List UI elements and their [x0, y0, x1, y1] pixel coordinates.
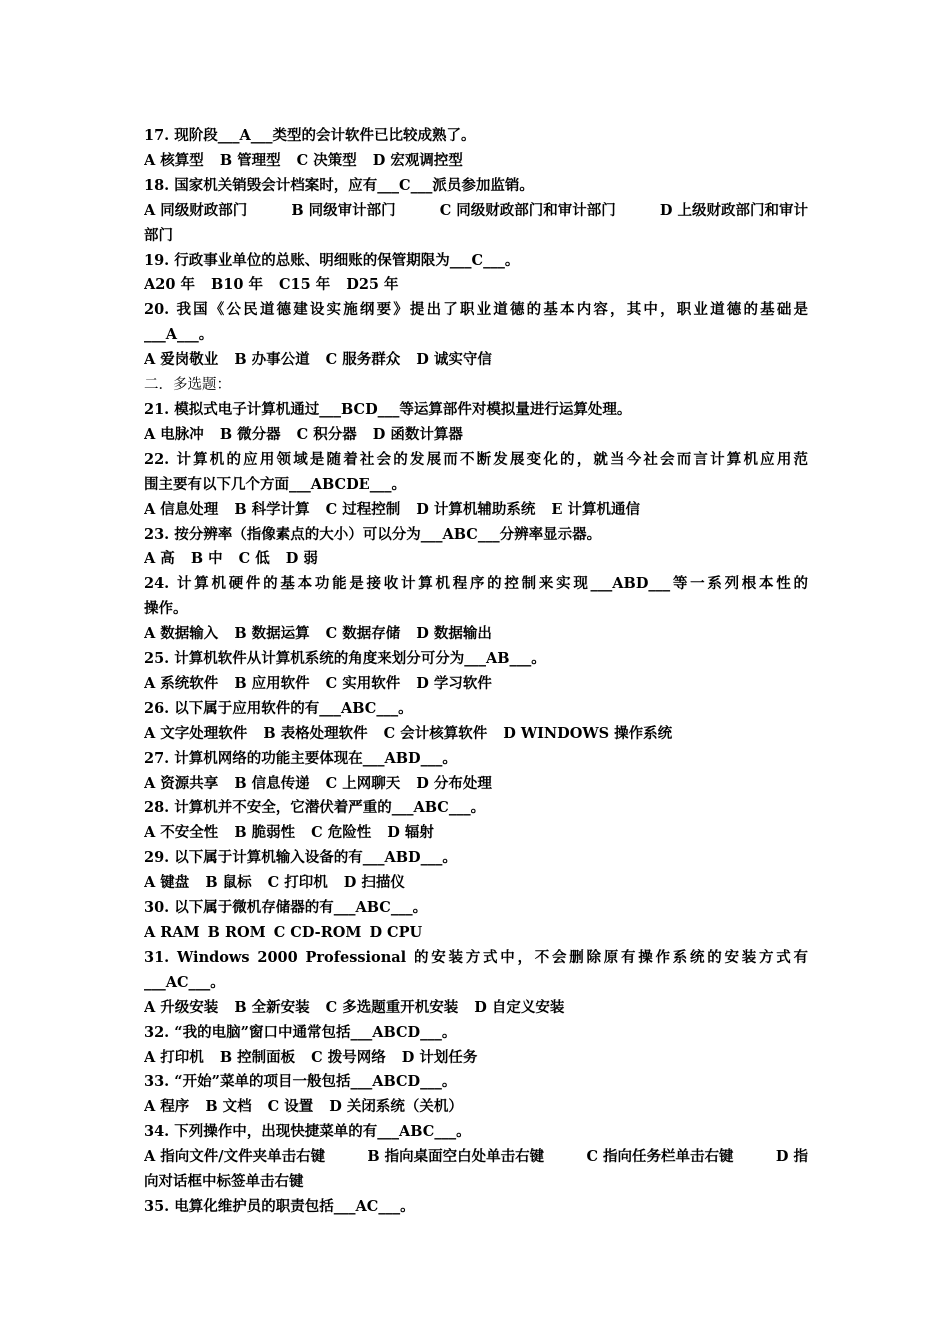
option: C 过程控制 — [325, 500, 401, 518]
option: C 决策型 — [296, 151, 357, 169]
option: D 指 — [775, 1148, 808, 1166]
option: D 函数计算器 — [372, 425, 463, 443]
option: B 控制面板 — [219, 1048, 296, 1066]
option: B 数据运算 — [234, 625, 310, 643]
question-33-options — [144, 1095, 808, 1120]
question-27: 27. 计算机网络的功能主要体现在___ABD___。 — [144, 749, 457, 767]
question-34-options-continued: 向对话框中标签单击右键 — [144, 1173, 304, 1191]
option: B 表格处理软件 — [263, 724, 368, 742]
option: A 高 — [144, 550, 175, 568]
option: A 同级财政部门 — [144, 201, 248, 219]
option: B 科学计算 — [234, 500, 310, 518]
question-32-options — [144, 1046, 808, 1071]
document-page — [144, 124, 808, 1220]
question-18-options — [144, 199, 808, 224]
question-17: 17. 现阶段___A___类型的会计软件已比较成熟了。 — [144, 127, 476, 144]
question-22: 22. 计算机的应用领域是随着社会的发展而不断发展变化的，就当今社会而言计算机应用范 — [144, 450, 808, 468]
option: A 电脉冲 — [144, 425, 204, 443]
question-25: 25. 计算机软件从计算机系统的角度来划分可分为___AB___。 — [144, 650, 546, 668]
option: D 扫描仪 — [343, 874, 405, 892]
question-23-options — [144, 547, 808, 572]
option: B 管理型 — [219, 151, 281, 169]
option: C 拨号网络 — [311, 1048, 386, 1066]
question-22-options — [144, 498, 808, 523]
option: C 会计核算软件 — [383, 724, 488, 742]
option: C 指向任务栏单击右键 — [586, 1148, 734, 1166]
question-20-continued: ___A___。 — [144, 326, 214, 344]
option: A 不安全性 — [144, 824, 219, 842]
option: B 指向桌面空白处单击右键 — [367, 1148, 545, 1166]
option: A 打印机 — [144, 1048, 204, 1066]
option: B 文档 — [205, 1098, 252, 1116]
option: B 全新安装 — [234, 998, 310, 1016]
option: C 低 — [238, 550, 270, 568]
section-heading-multiple-choice: 二．多选题： — [144, 377, 231, 394]
option: E 计算机通信 — [551, 500, 640, 518]
question-19-options — [144, 273, 808, 298]
option: B 办事公道 — [234, 351, 310, 369]
option: B 微分器 — [219, 425, 281, 443]
option: C 设置 — [267, 1098, 314, 1116]
question-35: 35. 电算化维护员的职责包括___AC___。 — [144, 1197, 415, 1215]
option: B ROM — [207, 924, 266, 941]
option: D 计算机辅助系统 — [416, 500, 536, 518]
option: D 关闭系统（关机） — [329, 1098, 463, 1116]
option: C CD-ROM — [273, 924, 362, 941]
option: A 文字处理软件 — [144, 724, 248, 742]
question-33: 33. “开始”菜单的项目一般包括___ABCD___。 — [144, 1073, 457, 1091]
option: D25 年 — [346, 276, 399, 294]
question-23: 23. 按分辨率（指像素点的大小）可以分为___ABC___分辨率显示器。 — [144, 525, 602, 543]
question-34-options — [144, 1145, 808, 1170]
option: A 信息处理 — [144, 500, 219, 518]
option: D 数据输出 — [416, 625, 492, 643]
option: D 学习软件 — [416, 674, 492, 692]
option: C 积分器 — [296, 425, 357, 443]
option: A 指向文件/文件夹单击右键 — [144, 1148, 326, 1166]
question-29-options — [144, 871, 808, 896]
option: C15 年 — [278, 276, 331, 294]
option: A 升级安装 — [144, 998, 219, 1016]
question-17-options — [144, 149, 808, 174]
option: A 资源共享 — [144, 774, 219, 792]
option: C 数据存储 — [325, 625, 401, 643]
question-28-options — [144, 821, 808, 846]
option: C 同级财政部门和审计部门 — [439, 201, 616, 219]
question-21-options — [144, 423, 808, 448]
option: D 诚实守信 — [416, 351, 492, 369]
question-20-options — [144, 348, 808, 373]
question-24-options — [144, 622, 808, 647]
question-24-continued: 操作。 — [144, 600, 188, 618]
option: A 系统软件 — [144, 674, 219, 692]
option: B 中 — [190, 550, 223, 568]
question-28: 28. 计算机并不安全，它潜伏着严重的___ABC___。 — [144, 799, 486, 817]
option: D WINDOWS 操作系统 — [503, 724, 673, 742]
question-18: 18. 国家机关销毁会计档案时，应有___C___派员参加监销。 — [144, 176, 534, 194]
option: A 程序 — [144, 1098, 190, 1116]
option: C 多选题重开机安装 — [325, 998, 459, 1016]
question-31-continued: ___AC___。 — [144, 973, 225, 991]
option: A RAM — [144, 924, 200, 941]
option: A 数据输入 — [144, 625, 219, 643]
question-27-options — [144, 772, 808, 797]
question-21: 21. 模拟式电子计算机通过___BCD___等运算部件对模拟量进行运算处理。 — [144, 400, 632, 418]
question-29: 29. 以下属于计算机输入设备的有___ABD___。 — [144, 849, 457, 867]
option: B10 年 — [210, 276, 263, 294]
option: A 核算型 — [144, 151, 204, 169]
question-26-options — [144, 722, 808, 747]
question-22-continued: 围主要有以下几个方面___ABCDE___。 — [144, 475, 406, 493]
option: C 服务群众 — [325, 351, 401, 369]
option: D 分布处理 — [416, 774, 492, 792]
question-24: 24. 计算机硬件的基本功能是接收计算机程序的控制来实现___ABD___等一系列根本性的 — [144, 575, 808, 593]
question-30: 30. 以下属于微机存储器的有___ABC___。 — [144, 899, 428, 917]
question-31-options — [144, 996, 808, 1021]
option: D 弱 — [285, 550, 318, 568]
option: A 爱岗敬业 — [144, 351, 219, 369]
question-30-options — [144, 921, 808, 946]
option: D 宏观调控型 — [372, 151, 463, 169]
option: C 打印机 — [267, 874, 328, 892]
question-20: 20. 我国《公民道德建设实施纲要》提出了职业道德的基本内容，其中，职业道德的基础是 — [144, 301, 808, 319]
option: C 危险性 — [311, 824, 372, 842]
option: B 同级审计部门 — [291, 201, 396, 219]
question-19: 19. 行政事业单位的总账、明细账的保管期限为___C___。 — [144, 251, 520, 269]
question-32: 32. “我的电脑”窗口中通常包括___ABCD___。 — [144, 1023, 457, 1041]
question-18-options-continued: 部门 — [144, 226, 173, 244]
option: D CPU — [369, 924, 423, 941]
option: D 上级财政部门和审计 — [659, 201, 808, 219]
question-34: 34. 下列操作中，出现快捷菜单的有___ABC___。 — [144, 1123, 471, 1141]
option: A 键盘 — [144, 874, 190, 892]
option: B 应用软件 — [234, 674, 310, 692]
option: C 上网聊天 — [325, 774, 401, 792]
option: C 实用软件 — [325, 674, 401, 692]
option: A20 年 — [144, 276, 195, 294]
option: D 辐射 — [387, 824, 434, 842]
question-31: 31. Windows 2000 Professional 的安装方式中，不会删除原有操作系统的安装方式有 — [144, 948, 808, 966]
option: B 信息传递 — [234, 774, 310, 792]
question-25-options — [144, 672, 808, 697]
question-26: 26. 以下属于应用软件的有___ABC___。 — [144, 699, 413, 717]
option: B 脆弱性 — [234, 824, 296, 842]
option: D 计划任务 — [401, 1048, 478, 1066]
option: D 自定义安装 — [474, 998, 565, 1016]
option: B 鼠标 — [205, 874, 252, 892]
